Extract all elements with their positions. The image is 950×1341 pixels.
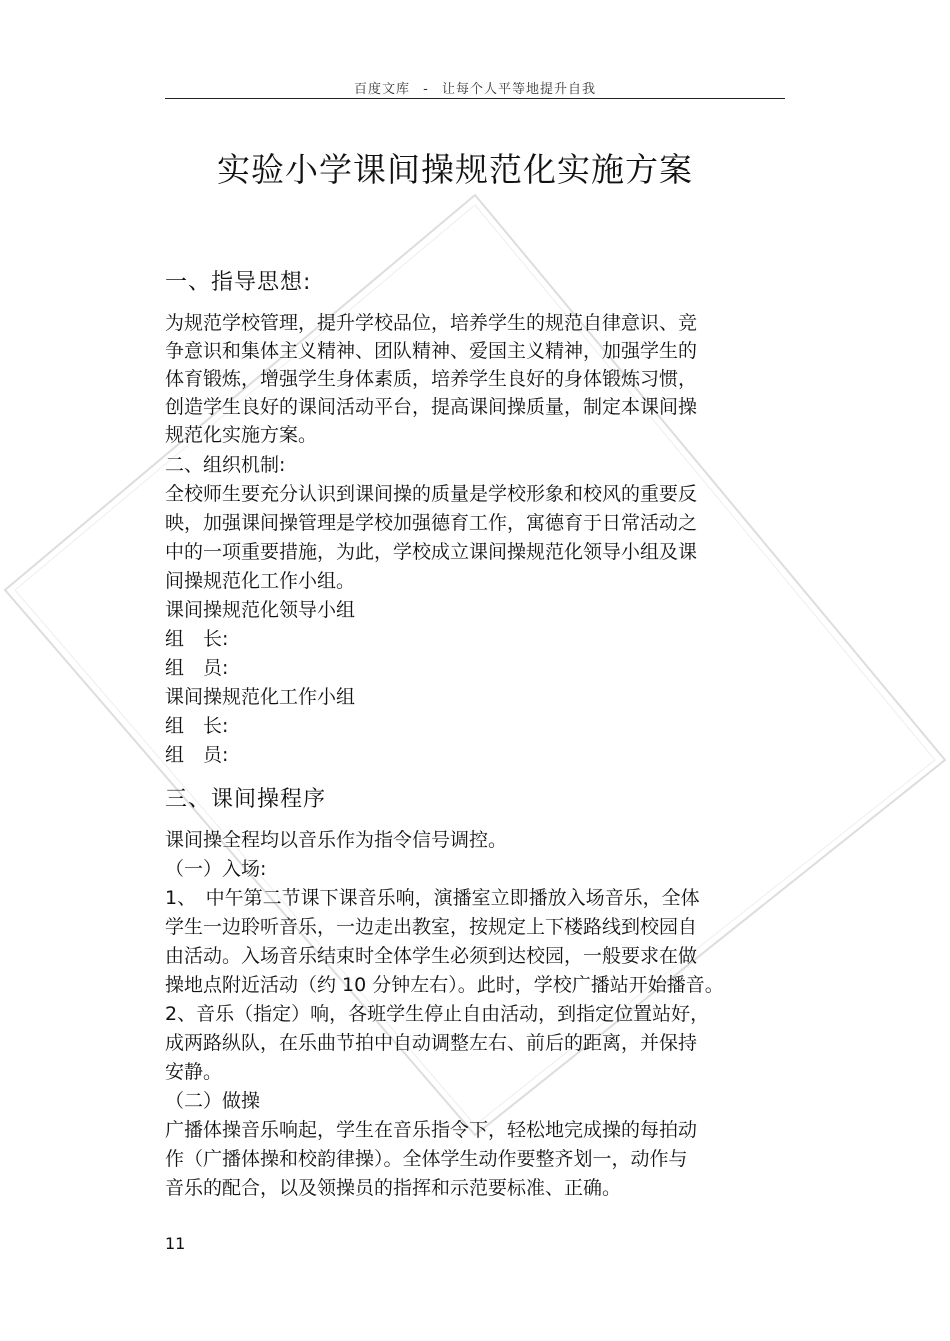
paragraph-line: 作（广播体操和校韵律操）。全体学生动作要整齐划一，动作与 [165, 1148, 688, 1170]
document-title: 实验小学课间操规范化实施方案 [217, 150, 693, 189]
paragraph-line: 操地点附近活动（约 10 分钟左右）。此时，学校广播站开始播音。 [165, 974, 724, 996]
paragraph-line: 学生一边聆听音乐，一边走出教室，按规定上下楼路线到校园自 [165, 916, 698, 938]
paragraph-line: 全校师生要充分认识到课间操的质量是学校形象和校风的重要反 [165, 483, 698, 505]
paragraph-line: 争意识和集体主义精神、团队精神、爱国主义精神，加强学生的 [165, 340, 698, 362]
paragraph-line: 课间操全程均以音乐作为指令信号调控。 [165, 829, 508, 851]
paragraph-line: 广播体操音乐响起，学生在音乐指令下，轻松地完成操的每拍动 [165, 1119, 698, 1141]
subheading-entry: （一）入场: [165, 858, 267, 880]
paragraph-line: 规范化实施方案。 [165, 424, 318, 446]
paragraph-line: 安静。 [165, 1061, 223, 1083]
paragraph-line: 1、 中午第二节课下课音乐响，演播室立即播放入场音乐，全体 [165, 887, 700, 909]
section-heading-3: 三、课间操程序 [165, 787, 327, 812]
group-title-work: 课间操规范化工作小组 [165, 686, 356, 708]
paragraph-line: 间操规范化工作小组。 [165, 570, 356, 592]
paragraph-line: 2、音乐（指定）响，各班学生停止自由活动，到指定位置站好， [165, 1003, 710, 1025]
subheading-exercise: （二）做操 [165, 1090, 261, 1112]
paragraph-line: 成两路纵队，在乐曲节拍中自动调整左右、前后的距离，并保持 [165, 1032, 698, 1054]
paragraph-line: 体育锻炼，增强学生身体素质，培养学生良好的身体锻炼习惯， [165, 368, 698, 390]
paragraph-line: 音乐的配合，以及领操员的指挥和示范要标准、正确。 [165, 1177, 622, 1199]
paragraph-line: 映，加强课间操管理是学校加强德育工作，寓德育于日常活动之 [165, 512, 698, 534]
section-heading-1: 一、指导思想: [165, 270, 312, 295]
header-slogan: 让每个人平等地提升自我 [441, 82, 596, 97]
header-source: 百度文库 [353, 82, 410, 97]
group-title-leader: 课间操规范化领导小组 [165, 599, 356, 621]
group-member-label: 组 员: [165, 657, 229, 679]
paragraph-line: 中的一项重要措施，为此，学校成立课间操规范化领导小组及课 [165, 541, 698, 563]
page-number: 11 [165, 1234, 186, 1253]
page-header [0, 78, 950, 97]
group-leader-label: 组 长: [165, 715, 229, 737]
section-heading-2: 二、组织机制: [165, 454, 286, 476]
header-divider [165, 98, 785, 99]
group-member-label: 组 员: [165, 744, 229, 766]
paragraph-line: 为规范学校管理，提升学校品位，培养学生的规范自律意识、竞 [165, 312, 698, 334]
paragraph-line: 由活动。入场音乐结束时全体学生必须到达校园，一般要求在做 [165, 945, 698, 967]
group-leader-label: 组 长: [165, 628, 229, 650]
paragraph-line: 创造学生良好的课间活动平台，提高课间操质量，制定本课间操 [165, 396, 698, 418]
header-separator: - [423, 82, 429, 97]
